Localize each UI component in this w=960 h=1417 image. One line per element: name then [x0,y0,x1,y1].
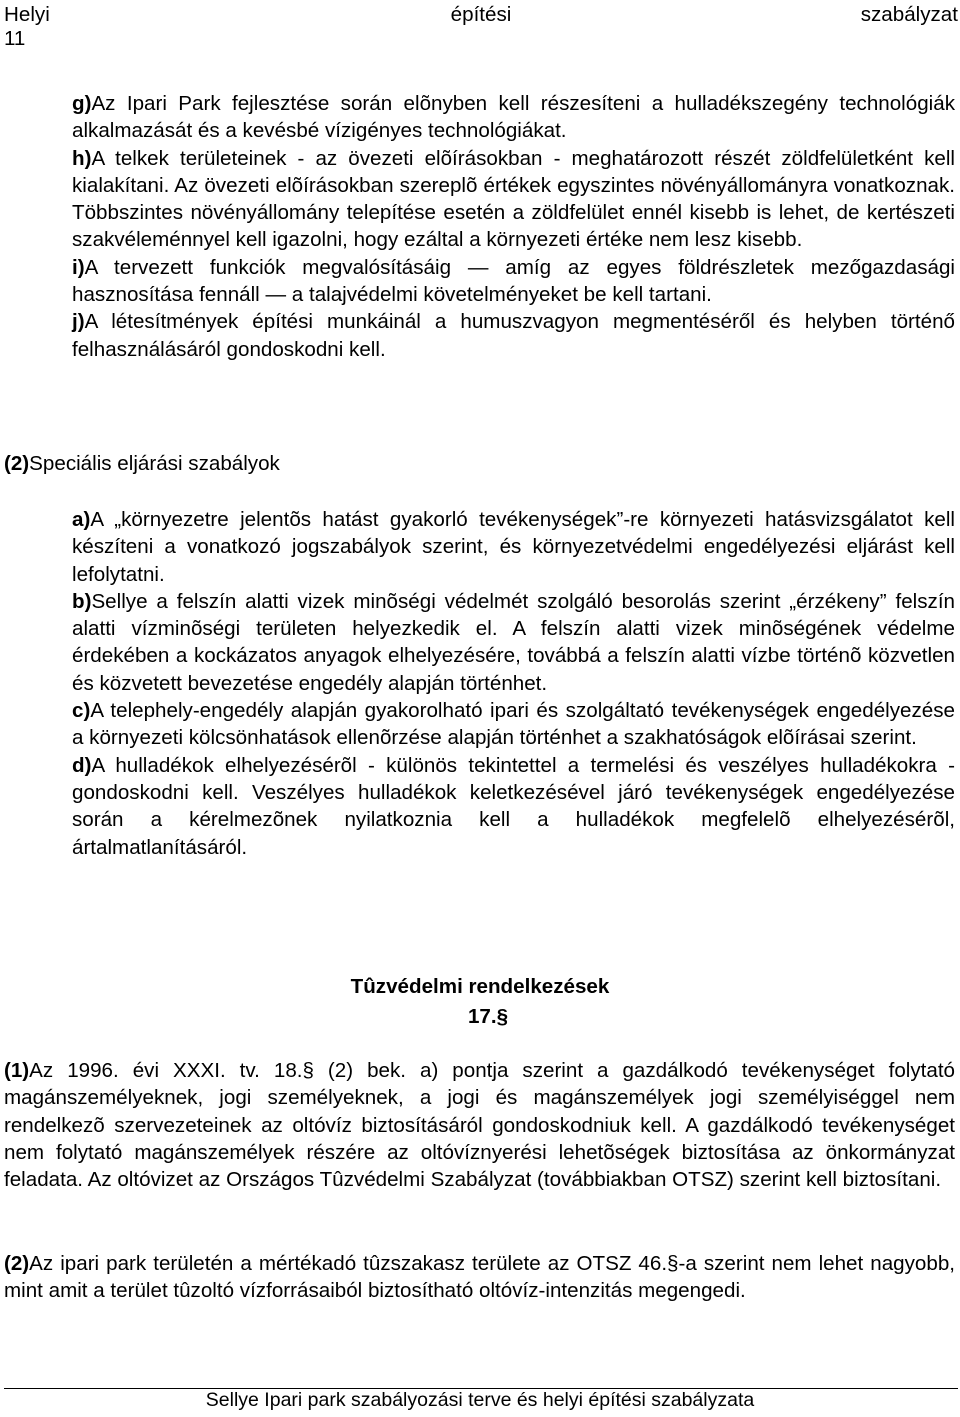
item-label: c) [72,699,91,723]
list-item-h [72,145,955,254]
item-text: A tervezett funkciók megvalósításáig — amíg az egyes földrészletek mezőgazdasági hasznosítása fennáll — a talajvédelmi követelményeket be kell tartani. [72,255,955,307]
item-label: b) [72,589,92,613]
fire-paragraph-2 [4,1250,955,1305]
heading-text: Speciális eljárási szabályok [29,452,280,475]
section-title: Tûzvédelmi rendelkezések [350,975,610,998]
header-left-text: Helyi [4,3,50,26]
paragraph-text: Az 1996. évi XXXI. tv. 18.§ (2) bek. a) pontja szerint a gazdálkodó tevékenységet folytató magánszemélyeknek, jogi személyeknek, a jogi és magánszemélyek jogi személyiséggel nem rendelkezõ szervezeteinek az oltóvíz biztosításáról gondoskodniuk kell. A gazdálkodó tevékenységet nem folytató magánszemélyek részére az oltóvíznyerési lehetõségek biztosítása az önkormányzat feladata. Az oltóvizet az Országos Tûzvédelmi Szabályzat (továbbiakban OTSZ) szerint kell biztosítani. [4,1059,955,1192]
list-item-c [72,697,955,752]
item-text: A telkek területeinek - az övezeti elõírásokban - meghatározott részét zöldfelületként kell kialakítani. Az övezeti elõírásokban szereplõ értékek egyszintes növényállományra vonatkoznak. Többszintes növényállomány telepítése esetén a zöldfelület ennél kisebb is lehet, de kertészeti szakvéleménnyel kell igazolni, hogy ezáltal a környezeti értéke nem lesz kisebb. [72,146,955,252]
heading-label: (2) [4,452,30,475]
item-text: A hulladékok elhelyezésérõl - különös tekintettel a termelési és veszélyes hulladékokra - gondoskodni kell. Veszélyes hulladékok keletkezésével járó tevékenységek engedélyezése során a kérelmezõnek nyilatkoznia kell a hulladékok megfelelõ elhelyezésérõl, ártalmatlanításáról. [72,753,955,859]
list-item-d [72,752,955,861]
header-right-text: szabályzat [860,3,958,26]
item-label: j) [72,310,85,334]
item-text: A létesítmények építési munkáinál a humuszvagyon megmentéséről és helyben történő felhasználásáról gondoskodni kell. [72,310,955,361]
section2-heading [4,450,955,477]
item-label: i) [72,255,85,279]
fire-paragraph-1 [4,1057,955,1193]
item-label: d) [72,753,92,777]
section1-list [72,90,955,363]
paragraph-label: (2) [4,1252,30,1275]
header-center-text: építési [450,3,512,26]
item-text: Az Ipari Park fejlesztése során elõnyben kell részesíteni a hulladékszegény technológiák alkalmazását és a kevésbé vízigényes technológiákat. [72,92,955,143]
item-text: A telephely-engedély alapján gyakorolható ipari és szolgáltató tevékenységek engedélyezése a környezeti kölcsönhatások ellenõrzése alapján történhet a szakhatóságok elõírásai szerint. [72,699,955,750]
list-item-a [72,506,955,588]
paragraph-text: Az ipari park területén a mértékadó tûzszakasz területe az OTSZ 46.§-a szerint nem lehet nagyobb, mint amit a terület tûzoltó vízforrásaiból biztosítható oltóvíz-intenzitás megengedi. [4,1252,955,1303]
page-footer: Sellye Ipari park szabályozási terve és helyi építési szabályzata [205,1389,755,1411]
section2-list [72,506,955,861]
page-number: 11 [4,27,26,50]
item-text: Sellye a felszín alatti vizek minõségi védelmét szolgáló besorolás szerint „érzékeny” felszín alatti vízminõségi területen helyezkedik el. A felszín alatti vizek minõségének védelme érdekében a kockázatos anyagok elhelyezésére, továbbá a felszín alatti vízbe történõ közvetlen és közvetett bevezetése engedély alapján történhet. [72,589,955,695]
item-label: a) [72,508,91,531]
page-header [4,1,958,55]
item-text: A „környezetre jelentõs hatást gyakorló tevékenységek”-re környezeti hatásvizsgálatot kell készíteni a vonatkozó jogszabályok szerint, és környezetvédelmi engedélyezési eljárást kell lefolytatni. [72,508,955,586]
item-label: g) [72,92,92,115]
section-number: 17.§ [467,1005,509,1028]
list-item-g [72,90,955,145]
item-label: h) [72,146,92,170]
list-item-b [72,588,955,697]
list-item-j [72,308,955,363]
paragraph-label: (1) [4,1059,30,1082]
list-item-i [72,254,955,309]
